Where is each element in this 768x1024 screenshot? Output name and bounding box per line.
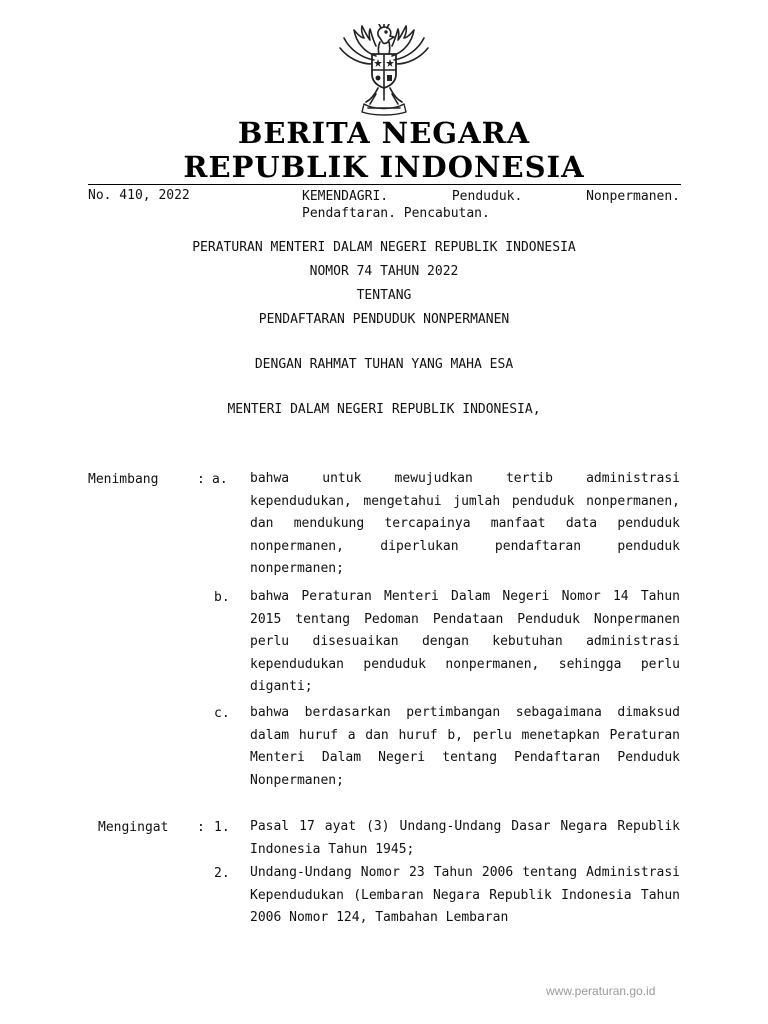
garuda-pancasila-emblem-icon: [334, 24, 434, 116]
menimbang-label: Menimbang: [88, 472, 159, 487]
clause-marker: 2.: [214, 866, 230, 881]
issuing-authority: MENTERI DALAM NEGERI REPUBLIK INDONESIA,: [227, 402, 541, 417]
issue-keywords: [302, 188, 680, 222]
clause-text: Pasal 17 ayat (3) Undang-Undang Dasar Negara Republik Indonesia Tahun 1945;: [250, 819, 680, 857]
clause-text: bahwa berdasarkan pertimbangan sebagaimana dimaksud dalam huruf a dan huruf b, perlu menetapkan Peraturan Menteri Dalam Negeri tentang Pendaftaran Penduduk Nonpermanen;: [250, 705, 680, 788]
gazette-title-line2: REPUBLIK INDONESIA: [183, 150, 585, 184]
keyword-line2: Pendaftaran. Pencabutan.: [302, 206, 490, 221]
clause-marker: a.: [212, 472, 228, 487]
regulation-number: NOMOR 74 TAHUN 2022: [309, 264, 459, 279]
gazette-title-line1: BERITA NEGARA: [237, 116, 531, 150]
clause-text: Undang-Undang Nomor 23 Tahun 2006 tentang Administrasi Kependudukan (Lembaran Negara Republik Indonesia Tahun 2006 Nomor 124, Tambahan Lembaran: [250, 865, 680, 926]
clause-text: bahwa Peraturan Menteri Dalam Negeri Nomor 14 Tahun 2015 tentang Pedoman Pendataan Penduduk Nonpermanen perlu disesuaikan dengan kebutuhan administrasi kependudukan penduduk nonpermanen, sehingga perlu diganti;: [250, 589, 680, 695]
mengingat-colon: :: [197, 820, 205, 835]
regulation-heading: PERATURAN MENTERI DALAM NEGERI REPUBLIK INDONESIA: [192, 240, 576, 255]
clause-marker: 1.: [214, 820, 230, 835]
keyword: KEMENDAGRI.: [302, 189, 389, 204]
keyword: Penduduk.: [451, 189, 523, 204]
issue-number: No. 410, 2022: [88, 188, 190, 203]
source-watermark: www.peraturan.go.id: [546, 984, 656, 998]
regulation-subject: PENDAFTARAN PENDUDUK NONPERMANEN: [258, 312, 510, 327]
mengingat-label: Mengingat: [98, 820, 169, 835]
header-divider: [88, 184, 681, 185]
clause-marker: b.: [214, 590, 230, 605]
clause-text: bahwa untuk mewujudkan tertib administrasi kependudukan, mengetahui jumlah penduduk nonpermanen, dan mendukung tercapainya manfaat data penduduk nonpermanen, diperlukan pendaftaran penduduk nonpermanen;: [250, 471, 680, 577]
keyword: Nonpermanen.: [586, 189, 680, 204]
menimbang-colon: :: [197, 472, 205, 487]
invocation: DENGAN RAHMAT TUHAN YANG MAHA ESA: [254, 357, 514, 372]
clause-marker: c.: [214, 706, 230, 721]
regulation-about: TENTANG: [356, 288, 412, 303]
